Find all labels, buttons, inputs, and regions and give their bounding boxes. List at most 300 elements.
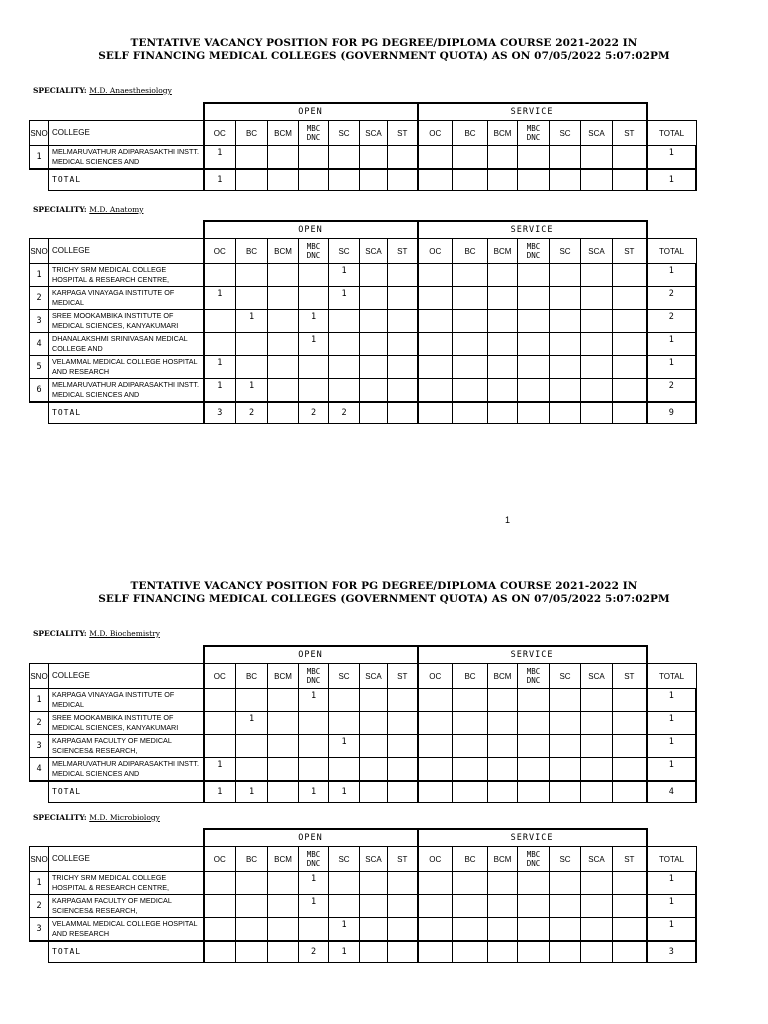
open-value-cell: 1 — [204, 146, 236, 170]
service-col-header: BC — [453, 847, 488, 872]
sno-cell: 5 — [30, 356, 49, 379]
service-value-cell — [488, 918, 518, 942]
open-total-cell: 2 — [329, 402, 360, 424]
speciality-heading — [33, 205, 143, 214]
service-value-cell — [550, 287, 581, 310]
service-total-cell — [518, 402, 550, 424]
service-value-cell — [613, 333, 647, 356]
service-value-cell — [518, 918, 550, 942]
speciality-name: M.D. Anatomy — [89, 205, 144, 214]
service-value-cell — [581, 310, 613, 333]
service-value-cell — [613, 918, 647, 942]
open-value-cell — [236, 735, 268, 758]
table-row — [30, 895, 697, 918]
service-value-cell — [550, 872, 581, 895]
college-cell: MELMARUVATHUR ADIPARASAKTHI INSTT. MEDICAL SCIENCES AND — [49, 758, 204, 782]
service-value-cell — [581, 333, 613, 356]
speciality-heading — [33, 86, 172, 95]
open-value-cell: 1 — [236, 310, 268, 333]
service-total-cell — [453, 781, 488, 803]
open-value-cell — [236, 758, 268, 782]
open-value-cell — [299, 146, 329, 170]
open-value-cell: 1 — [299, 310, 329, 333]
service-value-cell — [418, 712, 453, 735]
open-value-cell — [268, 287, 299, 310]
open-total-cell — [360, 402, 388, 424]
total-cell: 1 — [647, 356, 696, 379]
vacancy-table — [29, 645, 697, 803]
total-cell: 1 — [647, 895, 696, 918]
service-total-cell — [418, 169, 453, 191]
service-value-cell — [488, 287, 518, 310]
open-col-header: OC — [204, 664, 236, 689]
open-col-header: BC — [236, 847, 268, 872]
college-cell: KARPAGAM FACULTY OF MEDICAL SCIENCES& RESEARCH, — [49, 735, 204, 758]
service-value-cell — [453, 872, 488, 895]
open-value-cell — [360, 264, 388, 287]
total-cell: 2 — [647, 287, 696, 310]
service-value-cell — [613, 895, 647, 918]
service-value-cell — [518, 287, 550, 310]
service-value-cell — [613, 310, 647, 333]
college-cell: KARPAGA VINAYAGA INSTITUTE OF MEDICAL — [49, 287, 204, 310]
service-value-cell — [418, 333, 453, 356]
open-value-cell — [329, 146, 360, 170]
open-value-cell — [236, 356, 268, 379]
service-total-cell — [453, 941, 488, 963]
service-value-cell — [518, 333, 550, 356]
open-value-cell — [329, 310, 360, 333]
open-col-header: SC — [329, 121, 360, 146]
sno-header: SNO — [30, 121, 49, 146]
sno-header: SNO — [30, 847, 49, 872]
sno-cell: 4 — [30, 758, 49, 782]
open-value-cell — [299, 712, 329, 735]
service-value-cell — [581, 356, 613, 379]
column-header-row — [30, 847, 697, 872]
open-value-cell — [360, 895, 388, 918]
blank-cell — [30, 169, 49, 191]
service-value-cell — [581, 895, 613, 918]
college-header: COLLEGE — [49, 239, 204, 264]
service-value-cell — [518, 712, 550, 735]
open-value-cell — [299, 918, 329, 942]
service-col-header: MBC DNC — [518, 847, 550, 872]
service-total-cell — [518, 941, 550, 963]
service-col-header: ST — [613, 239, 647, 264]
service-col-header: BCM — [488, 239, 518, 264]
service-value-cell — [418, 918, 453, 942]
open-value-cell — [360, 872, 388, 895]
open-col-header: OC — [204, 847, 236, 872]
open-value-cell — [360, 379, 388, 403]
open-total-cell: 1 — [204, 781, 236, 803]
service-col-header: BC — [453, 239, 488, 264]
open-col-header: BC — [236, 239, 268, 264]
open-value-cell — [388, 146, 418, 170]
open-col-header: BC — [236, 664, 268, 689]
table-row — [30, 333, 697, 356]
blank-cell — [30, 402, 49, 424]
open-value-cell — [299, 735, 329, 758]
open-value-cell: 1 — [204, 379, 236, 403]
service-value-cell — [518, 872, 550, 895]
open-total-cell — [204, 941, 236, 963]
open-col-header: BCM — [268, 664, 299, 689]
service-value-cell — [418, 146, 453, 170]
table-row — [30, 379, 697, 403]
totals-row — [30, 169, 697, 191]
service-value-cell — [550, 379, 581, 403]
open-value-cell — [360, 712, 388, 735]
open-col-header: MBC DNC — [299, 847, 329, 872]
table-row — [30, 264, 697, 287]
open-value-cell — [268, 356, 299, 379]
open-col-header: ST — [388, 121, 418, 146]
service-total-cell — [418, 781, 453, 803]
open-value-cell — [329, 356, 360, 379]
service-value-cell — [518, 379, 550, 403]
open-col-header: BC — [236, 121, 268, 146]
service-col-header: BCM — [488, 847, 518, 872]
open-value-cell: 1 — [299, 333, 329, 356]
open-value-cell — [360, 333, 388, 356]
college-header: COLLEGE — [49, 121, 204, 146]
service-value-cell — [488, 379, 518, 403]
open-value-cell — [268, 872, 299, 895]
service-value-cell — [550, 264, 581, 287]
service-col-header: SC — [550, 239, 581, 264]
total-header: TOTAL — [647, 664, 696, 689]
report-title-line1: TENTATIVE VACANCY POSITION FOR PG DEGREE/DIPLOMA COURSE 2021-2022 IN — [130, 580, 638, 592]
service-value-cell — [488, 712, 518, 735]
open-col-header: BCM — [268, 847, 299, 872]
open-value-cell — [268, 333, 299, 356]
open-value-cell — [388, 689, 418, 712]
total-cell: 1 — [647, 918, 696, 942]
service-col-header: SC — [550, 847, 581, 872]
service-value-cell — [518, 356, 550, 379]
speciality-label: SPECIALITY: — [33, 813, 87, 822]
service-value-cell — [488, 895, 518, 918]
service-value-cell — [453, 758, 488, 782]
vacancy-table — [29, 102, 697, 191]
college-cell: MELMARUVATHUR ADIPARASAKTHI INSTT. MEDICAL SCIENCES AND — [49, 146, 204, 170]
service-value-cell — [550, 146, 581, 170]
sno-cell: 3 — [30, 310, 49, 333]
service-value-cell — [453, 287, 488, 310]
service-total-cell — [518, 781, 550, 803]
open-value-cell — [204, 310, 236, 333]
open-value-cell — [204, 895, 236, 918]
open-total-cell — [388, 402, 418, 424]
service-value-cell — [581, 689, 613, 712]
service-total-cell — [581, 402, 613, 424]
service-value-cell — [453, 712, 488, 735]
open-col-header: SCA — [360, 847, 388, 872]
open-col-header: OC — [204, 121, 236, 146]
open-col-header: MBC DNC — [299, 664, 329, 689]
open-value-cell — [388, 712, 418, 735]
open-value-cell: 1 — [236, 712, 268, 735]
service-value-cell — [518, 310, 550, 333]
speciality-label: SPECIALITY: — [33, 86, 87, 95]
open-col-header: OC — [204, 239, 236, 264]
sno-cell: 1 — [30, 872, 49, 895]
open-value-cell — [299, 758, 329, 782]
open-value-cell: 1 — [329, 264, 360, 287]
service-value-cell — [488, 758, 518, 782]
college-cell: VELAMMAL MEDICAL COLLEGE HOSPITAL AND RESEARCH — [49, 356, 204, 379]
open-value-cell — [360, 758, 388, 782]
open-total-cell: 1 — [329, 941, 360, 963]
open-value-cell — [236, 264, 268, 287]
open-col-header: MBC DNC — [299, 121, 329, 146]
service-total-cell — [488, 781, 518, 803]
total-label: TOTAL — [49, 169, 204, 191]
table-row — [30, 712, 697, 735]
open-value-cell — [236, 689, 268, 712]
open-value-cell: 1 — [299, 872, 329, 895]
service-value-cell — [581, 287, 613, 310]
service-col-header: BC — [453, 664, 488, 689]
open-value-cell — [204, 712, 236, 735]
grand-total-cell: 3 — [647, 941, 696, 963]
service-value-cell — [453, 689, 488, 712]
service-col-header: MBC DNC — [518, 121, 550, 146]
speciality-heading — [33, 813, 160, 822]
sno-cell: 6 — [30, 379, 49, 403]
service-total-cell — [613, 941, 647, 963]
open-value-cell: 1 — [236, 379, 268, 403]
service-value-cell — [581, 146, 613, 170]
open-value-cell — [329, 379, 360, 403]
service-value-cell — [453, 310, 488, 333]
service-value-cell — [453, 333, 488, 356]
open-total-cell: 2 — [299, 941, 329, 963]
open-value-cell — [360, 735, 388, 758]
service-value-cell — [518, 895, 550, 918]
service-col-header: BCM — [488, 121, 518, 146]
open-value-cell — [236, 146, 268, 170]
college-cell: SREE MOOKAMBIKA INSTITUTE OF MEDICAL SCIENCES, KANYAKUMARI — [49, 310, 204, 333]
open-value-cell — [268, 735, 299, 758]
service-value-cell — [453, 735, 488, 758]
service-col-header: ST — [613, 121, 647, 146]
service-col-header: SCA — [581, 664, 613, 689]
service-total-cell — [613, 781, 647, 803]
service-value-cell — [613, 264, 647, 287]
open-total-cell — [388, 169, 418, 191]
open-col-header: SC — [329, 239, 360, 264]
service-col-header: MBC DNC — [518, 664, 550, 689]
service-total-cell — [613, 402, 647, 424]
open-total-cell — [268, 169, 299, 191]
open-value-cell — [360, 287, 388, 310]
service-value-cell — [453, 356, 488, 379]
open-value-cell — [388, 264, 418, 287]
totals-row — [30, 781, 697, 803]
table-row — [30, 758, 697, 782]
open-total-cell — [360, 169, 388, 191]
speciality-name: M.D. Anaesthesiology — [89, 86, 172, 95]
open-value-cell — [236, 333, 268, 356]
college-cell: KARPAGAM FACULTY OF MEDICAL SCIENCES& RESEARCH, — [49, 895, 204, 918]
open-value-cell — [204, 333, 236, 356]
speciality-heading — [33, 629, 160, 638]
open-total-cell: 1 — [204, 169, 236, 191]
sno-cell: 3 — [30, 735, 49, 758]
table-row — [30, 689, 697, 712]
table-row — [30, 146, 697, 170]
open-value-cell — [388, 287, 418, 310]
college-header: COLLEGE — [49, 847, 204, 872]
open-value-cell — [360, 356, 388, 379]
service-value-cell — [613, 689, 647, 712]
open-value-cell — [360, 918, 388, 942]
open-value-cell — [388, 356, 418, 379]
service-col-header: OC — [418, 847, 453, 872]
service-value-cell — [488, 356, 518, 379]
open-total-cell — [236, 169, 268, 191]
service-value-cell — [613, 735, 647, 758]
service-value-cell — [418, 758, 453, 782]
service-value-cell — [613, 287, 647, 310]
service-value-cell — [488, 735, 518, 758]
open-col-header: MBC DNC — [299, 239, 329, 264]
open-value-cell — [236, 287, 268, 310]
service-col-header: BC — [453, 121, 488, 146]
open-value-cell — [388, 872, 418, 895]
open-value-cell — [329, 689, 360, 712]
open-value-cell — [329, 872, 360, 895]
total-cell: 2 — [647, 379, 696, 403]
vacancy-table — [29, 828, 697, 963]
open-value-cell — [268, 264, 299, 287]
blank-cell — [30, 941, 49, 963]
open-col-header: SCA — [360, 664, 388, 689]
blank-cell — [30, 781, 49, 803]
open-value-cell — [204, 264, 236, 287]
open-value-cell: 1 — [299, 895, 329, 918]
open-total-cell — [388, 941, 418, 963]
total-cell: 1 — [647, 689, 696, 712]
service-value-cell — [453, 264, 488, 287]
open-value-cell — [388, 758, 418, 782]
service-value-cell — [581, 872, 613, 895]
service-value-cell — [581, 264, 613, 287]
open-value-cell — [299, 264, 329, 287]
college-cell: DHANALAKSHMI SRINIVASAN MEDICAL COLLEGE AND — [49, 333, 204, 356]
blank-cell — [30, 829, 204, 847]
open-group-header: OPEN — [204, 646, 418, 664]
totals-row — [30, 402, 697, 424]
blank-cell — [30, 221, 204, 239]
open-col-header: ST — [388, 239, 418, 264]
open-value-cell — [268, 146, 299, 170]
open-value-cell — [329, 712, 360, 735]
service-value-cell — [453, 918, 488, 942]
sno-cell: 1 — [30, 689, 49, 712]
open-value-cell — [268, 379, 299, 403]
service-total-cell — [488, 402, 518, 424]
vacancy-table — [29, 220, 697, 424]
open-value-cell — [268, 895, 299, 918]
service-value-cell — [518, 735, 550, 758]
service-value-cell — [488, 310, 518, 333]
table-row — [30, 735, 697, 758]
report-title-line2: SELF FINANCING MEDICAL COLLEGES (GOVERNMENT QUOTA) AS ON 07/05/2022 5:07:02PM — [98, 593, 670, 605]
service-total-cell — [488, 169, 518, 191]
service-col-header: ST — [613, 847, 647, 872]
service-value-cell — [418, 287, 453, 310]
service-value-cell — [613, 872, 647, 895]
service-value-cell — [550, 333, 581, 356]
open-total-cell — [268, 941, 299, 963]
total-label: TOTAL — [49, 781, 204, 803]
open-value-cell — [268, 310, 299, 333]
service-total-cell — [418, 941, 453, 963]
service-value-cell — [418, 264, 453, 287]
service-value-cell — [488, 689, 518, 712]
service-value-cell — [518, 264, 550, 287]
speciality-name: M.D. Biochemistry — [89, 629, 160, 638]
open-value-cell — [299, 356, 329, 379]
college-header: COLLEGE — [49, 664, 204, 689]
service-col-header: SCA — [581, 239, 613, 264]
service-col-header: BCM — [488, 664, 518, 689]
open-value-cell — [388, 310, 418, 333]
college-cell: TRICHY SRM MEDICAL COLLEGE HOSPITAL & RESEARCH CENTRE, — [49, 872, 204, 895]
open-total-cell: 3 — [204, 402, 236, 424]
group-header-row — [30, 829, 697, 847]
service-value-cell — [418, 310, 453, 333]
service-value-cell — [613, 379, 647, 403]
service-value-cell — [550, 918, 581, 942]
service-value-cell — [613, 146, 647, 170]
service-value-cell — [418, 379, 453, 403]
group-header-row — [30, 103, 697, 121]
table-row — [30, 287, 697, 310]
open-col-header: ST — [388, 664, 418, 689]
college-cell: KARPAGA VINAYAGA INSTITUTE OF MEDICAL — [49, 689, 204, 712]
total-label: TOTAL — [49, 941, 204, 963]
total-label: TOTAL — [49, 402, 204, 424]
total-cell: 1 — [647, 758, 696, 782]
speciality-name: M.D. Microbiology — [89, 813, 160, 822]
open-value-cell — [268, 712, 299, 735]
service-total-cell — [613, 169, 647, 191]
grand-total-cell: 9 — [647, 402, 696, 424]
open-total-cell: 2 — [299, 402, 329, 424]
open-group-header: OPEN — [204, 221, 418, 239]
blank-cell — [30, 103, 204, 121]
open-value-cell: 1 — [329, 287, 360, 310]
college-cell: MELMARUVATHUR ADIPARASAKTHI INSTT. MEDICAL SCIENCES AND — [49, 379, 204, 403]
service-value-cell — [550, 758, 581, 782]
total-cell: 1 — [647, 264, 696, 287]
service-value-cell — [550, 689, 581, 712]
group-header-row — [30, 221, 697, 239]
open-total-cell — [236, 941, 268, 963]
page-number: 1 — [505, 515, 511, 525]
open-value-cell — [268, 758, 299, 782]
open-value-cell — [204, 689, 236, 712]
total-cell: 1 — [647, 735, 696, 758]
service-total-cell — [581, 781, 613, 803]
total-cell: 1 — [647, 146, 696, 170]
open-value-cell — [360, 146, 388, 170]
